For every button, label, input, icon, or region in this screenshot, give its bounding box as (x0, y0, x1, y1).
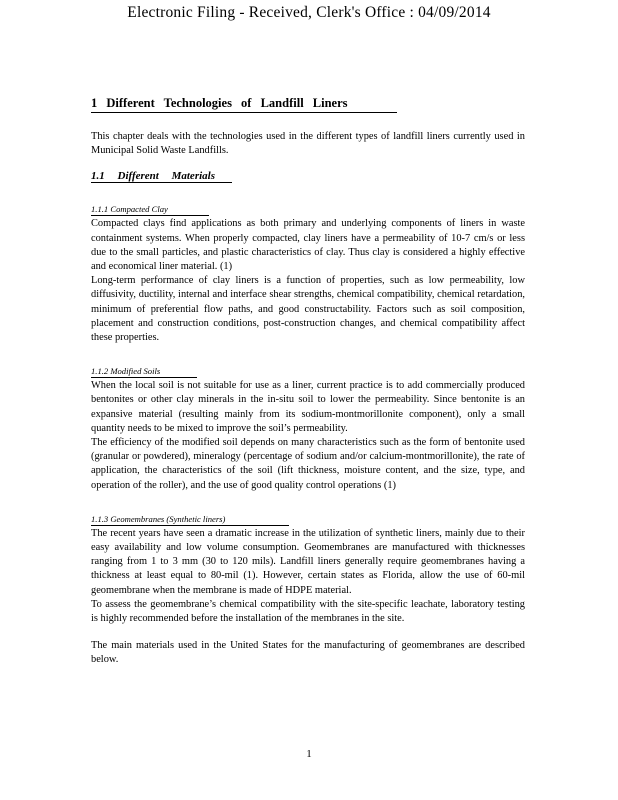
section-heading: 1.1 Different Materials (91, 170, 232, 183)
paragraph: When the local soil is not suitable for use as a liner, current practice is to add commercially produced bentonites or other clay minerals in the in-situ soil to lower the permeability. Since bentonite is an expansive material (resulting mainly from its sodium-montmorillonite component), only a small quantity needs to be mixed to improve the soil’s permeability. (91, 380, 525, 434)
subsection-title: 1.1.3 Geomembranes (Synthetic liners) (91, 514, 289, 526)
intro-paragraph: This chapter deals with the technologies used in the different types of landfill liners currently used in Municipal Solid Waste Landfills. (91, 131, 525, 157)
subsection-geomembranes (91, 509, 525, 626)
document-body (91, 94, 525, 668)
page-number: 1 (306, 748, 312, 760)
paragraph: The efficiency of the modified soil depends on many characteristics such as the form of bentonite used (granular or powdered), mineralogy (percentage of sodium and/or calcium-montmorillonite), the rate of application, the characteristics of the soil (lift thickness, moisture content, and the size, type, and operation of the roller), and the use of good quality control operations (1) (91, 437, 525, 491)
subsection-title: 1.1.2 Modified Soils (91, 366, 197, 378)
paragraph: The recent years have seen a dramatic increase in the utilization of synthetic liners, mainly due to their easy availability and low volume consumption. Geomembranes are manufactured with thicknesses ranging from 1 to 3 mm (30 to 120 mils). Landfill liners generally require geomembranes having a thickness at least equal to 80-mil (1). However, certain states as Florida, allow the use of 60-mil geomembrane when the membrane is made of HDPE material. (91, 527, 525, 596)
closing-paragraph: The main materials used in the United States for the manufacturing of geomembranes are described below. (91, 640, 525, 666)
subsection-title: 1.1.1 Compacted Clay (91, 204, 209, 216)
paragraph: To assess the geomembrane’s chemical compatibility with the site-specific leachate, laboratory testing is highly recommended before the installation of the membranes in the site. (91, 598, 525, 625)
paragraph: Compacted clays find applications as both primary and underlying components of liners in waste containment systems. When properly compacted, clay liners have a permeability of 10-7 cm/s or less due to the small particles, and plastic characteristics of clay. Thus clay is considered a highly effective and economical liner material. (1) (91, 218, 525, 273)
chapter-heading: 1 Different Technologies of Landfill Liners (91, 96, 397, 113)
filing-stamp-header: Electronic Filing - Received, Clerk's Office : 04/09/2014 (127, 4, 491, 21)
subsection-modified-soils (91, 361, 525, 493)
paragraph: Long-term performance of clay liners is a function of properties, such as low permeability, low diffusivity, ductility, internal and interface shear strengths, chemical compatibility, chemical retardation, minimum of preferential flow paths, and good constructability. Factors such as soil composition, placement and construction conditions, post-construction changes, and chemical compatibility affect these properties. (91, 275, 525, 344)
subsection-compacted-clay (91, 199, 525, 345)
